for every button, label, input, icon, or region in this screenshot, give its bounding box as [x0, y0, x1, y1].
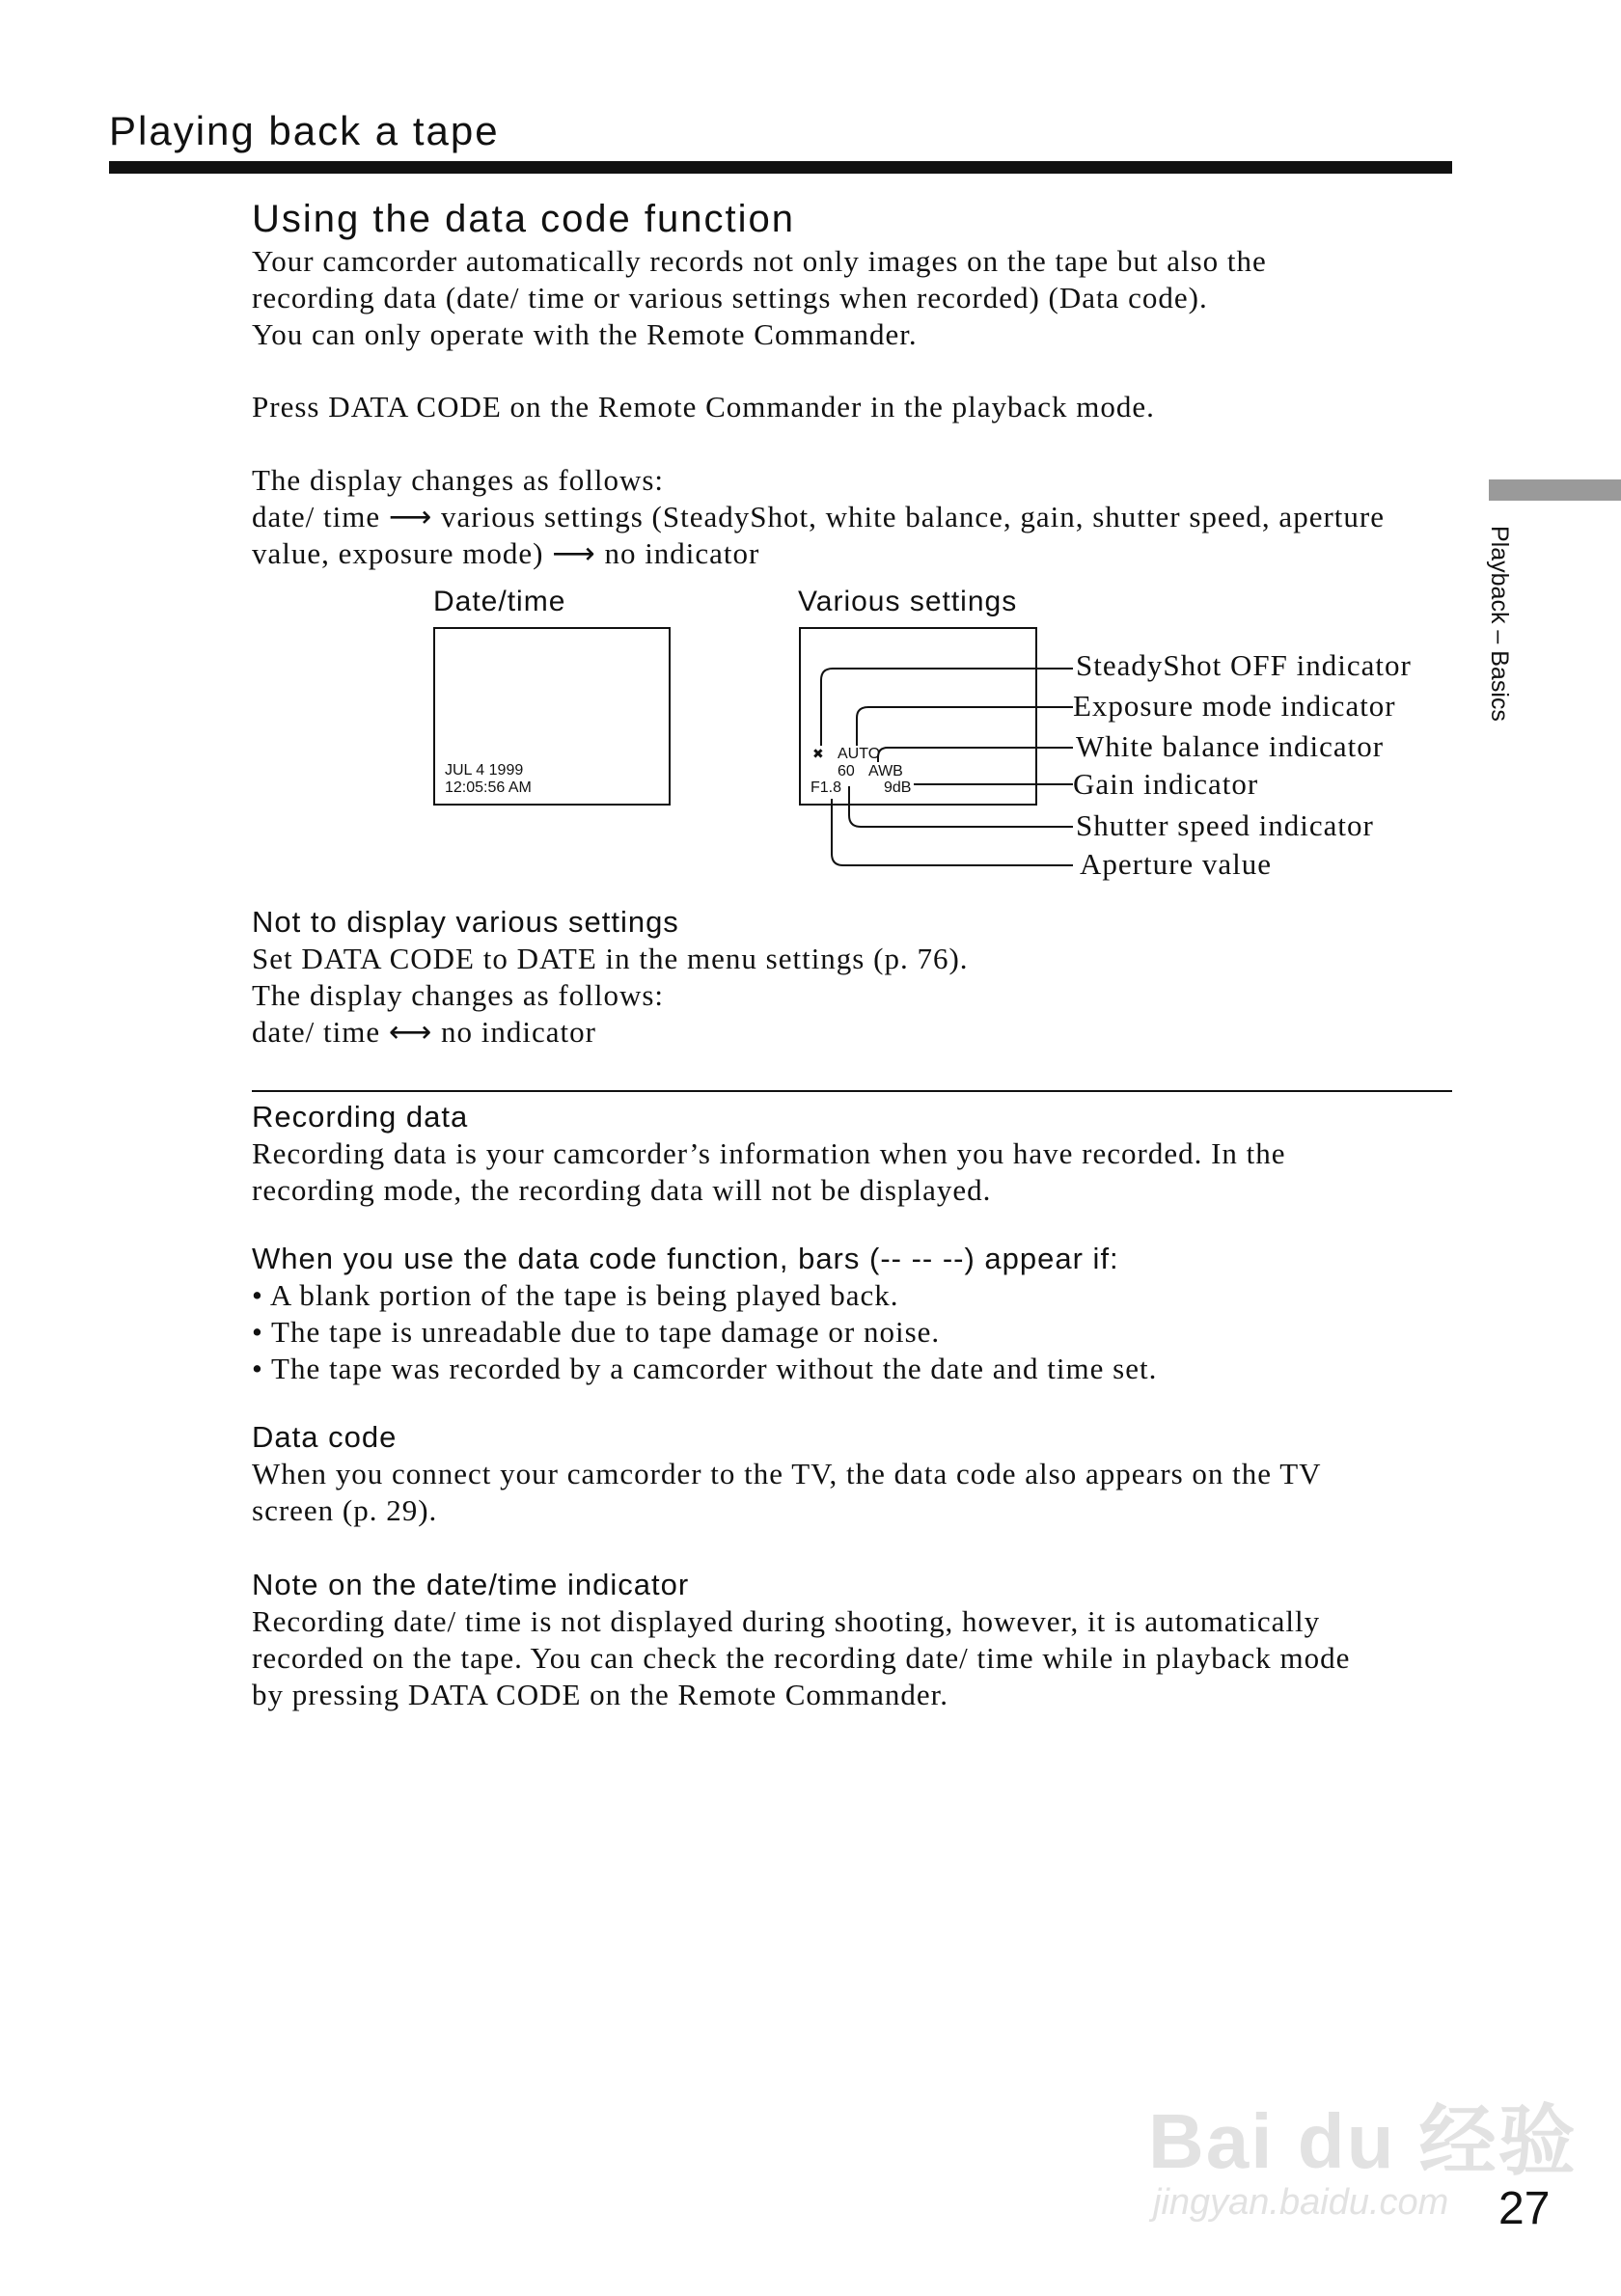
notes-divider	[252, 1090, 1452, 1092]
arrow-right-icon: ⟶	[552, 536, 596, 571]
data-code-heading: Data code	[252, 1420, 398, 1454]
osd-gain: 9dB	[884, 779, 912, 796]
arrow-both-icon: ⟷	[388, 1015, 433, 1050]
intro-line: Your camcorder automatically records not only images on the tape but also the	[252, 244, 1267, 278]
callout-steadyshot: SteadyShot OFF indicator	[1076, 648, 1412, 682]
recording-data-line: Recording data is your camcorder’s information when you have recorded. In the	[252, 1136, 1286, 1170]
date-time-note-line: recorded on the tape. You can check the recording date/ time while in playback mode	[252, 1641, 1351, 1675]
datetime-figure-label: Date/time	[433, 586, 566, 617]
intro-line: You can only operate with the Remote Commander.	[252, 317, 918, 351]
not-display-no-indicator: no indicator	[441, 1015, 596, 1049]
date-time-note-line: Recording date/ time is not displayed during shooting, however, it is automatically	[252, 1604, 1321, 1638]
section-heading: Using the data code function	[252, 198, 796, 240]
osd-time: 12:05:56 AM	[445, 779, 532, 796]
data-code-line: When you connect your camcorder to the TV, the data code also appears on the TV	[252, 1457, 1322, 1490]
bars-bullet: • The tape is unreadable due to tape damage or noise.	[252, 1315, 941, 1349]
intro-line: recording data (date/ time or various settings when recorded) (Data code).	[252, 281, 1208, 314]
bars-bullet: • A blank portion of the tape is being played back.	[252, 1278, 899, 1312]
changes-intro: The display changes as follows:	[252, 463, 665, 497]
date-time-note-heading: Note on the date/time indicator	[252, 1568, 690, 1601]
page-number: 27	[1498, 2183, 1551, 2234]
changes-date-time: date/ time	[252, 500, 381, 533]
changes-various: various settings (SteadyShot, white balance, gain, shutter speed, aperture	[441, 500, 1385, 533]
osd-white-balance: AWB	[868, 763, 903, 779]
not-display-date-time: date/ time	[252, 1015, 381, 1049]
date-time-note-line: by pressing DATA CODE on the Remote Commander.	[252, 1678, 949, 1711]
not-display-sequence	[252, 1014, 596, 1051]
bars-bullet: • The tape was recorded by a camcorder without the date and time set.	[252, 1352, 1158, 1385]
section-tab-label: Playback – Basics	[1486, 526, 1513, 722]
leader-white-balance	[878, 748, 1073, 762]
callout-white-balance: White balance indicator	[1076, 729, 1385, 763]
not-display-line: Set DATA CODE to DATE in the menu settings (p. 76).	[252, 942, 969, 975]
callout-aperture: Aperture value	[1080, 847, 1273, 881]
leader-aperture	[832, 799, 1073, 865]
not-display-heading: Not to display various settings	[252, 905, 679, 939]
callout-exposure-mode: Exposure mode indicator	[1073, 689, 1396, 723]
not-display-line: The display changes as follows:	[252, 978, 665, 1012]
changes-no-indicator: no indicator	[604, 536, 760, 570]
recording-data-heading: Recording data	[252, 1100, 469, 1134]
changes-exposure: value, exposure mode)	[252, 536, 544, 570]
data-code-line: screen (p. 29).	[252, 1493, 438, 1527]
watermark-logo: Bai du 经验	[1148, 2098, 1578, 2184]
arrow-right-icon: ⟶	[388, 500, 433, 534]
callout-shutter-speed: Shutter speed indicator	[1076, 808, 1374, 842]
instruction-text: Press DATA CODE on the Remote Commander in the playback mode.	[252, 390, 1155, 424]
osd-aperture: F1.8	[810, 779, 842, 796]
osd-shutter-speed: 60	[838, 763, 855, 779]
osd-date: JUL 4 1999	[445, 762, 524, 779]
watermark-url: jingyan.baidu.com	[1153, 2182, 1449, 2223]
leader-exposure	[857, 707, 1073, 746]
bars-heading: When you use the data code function, bars (-- -- --) appear if:	[252, 1242, 1119, 1275]
callout-gain: Gain indicator	[1073, 767, 1259, 801]
recording-data-line: recording mode, the recording data will not be displayed.	[252, 1173, 992, 1207]
leader-shutter	[849, 786, 1073, 827]
steadyshot-off-icon: ✖	[812, 746, 824, 761]
osd-exposure-mode: AUTO	[838, 746, 881, 762]
settings-figure-label: Various settings	[798, 586, 1018, 617]
page-title: Playing back a tape	[109, 108, 500, 153]
